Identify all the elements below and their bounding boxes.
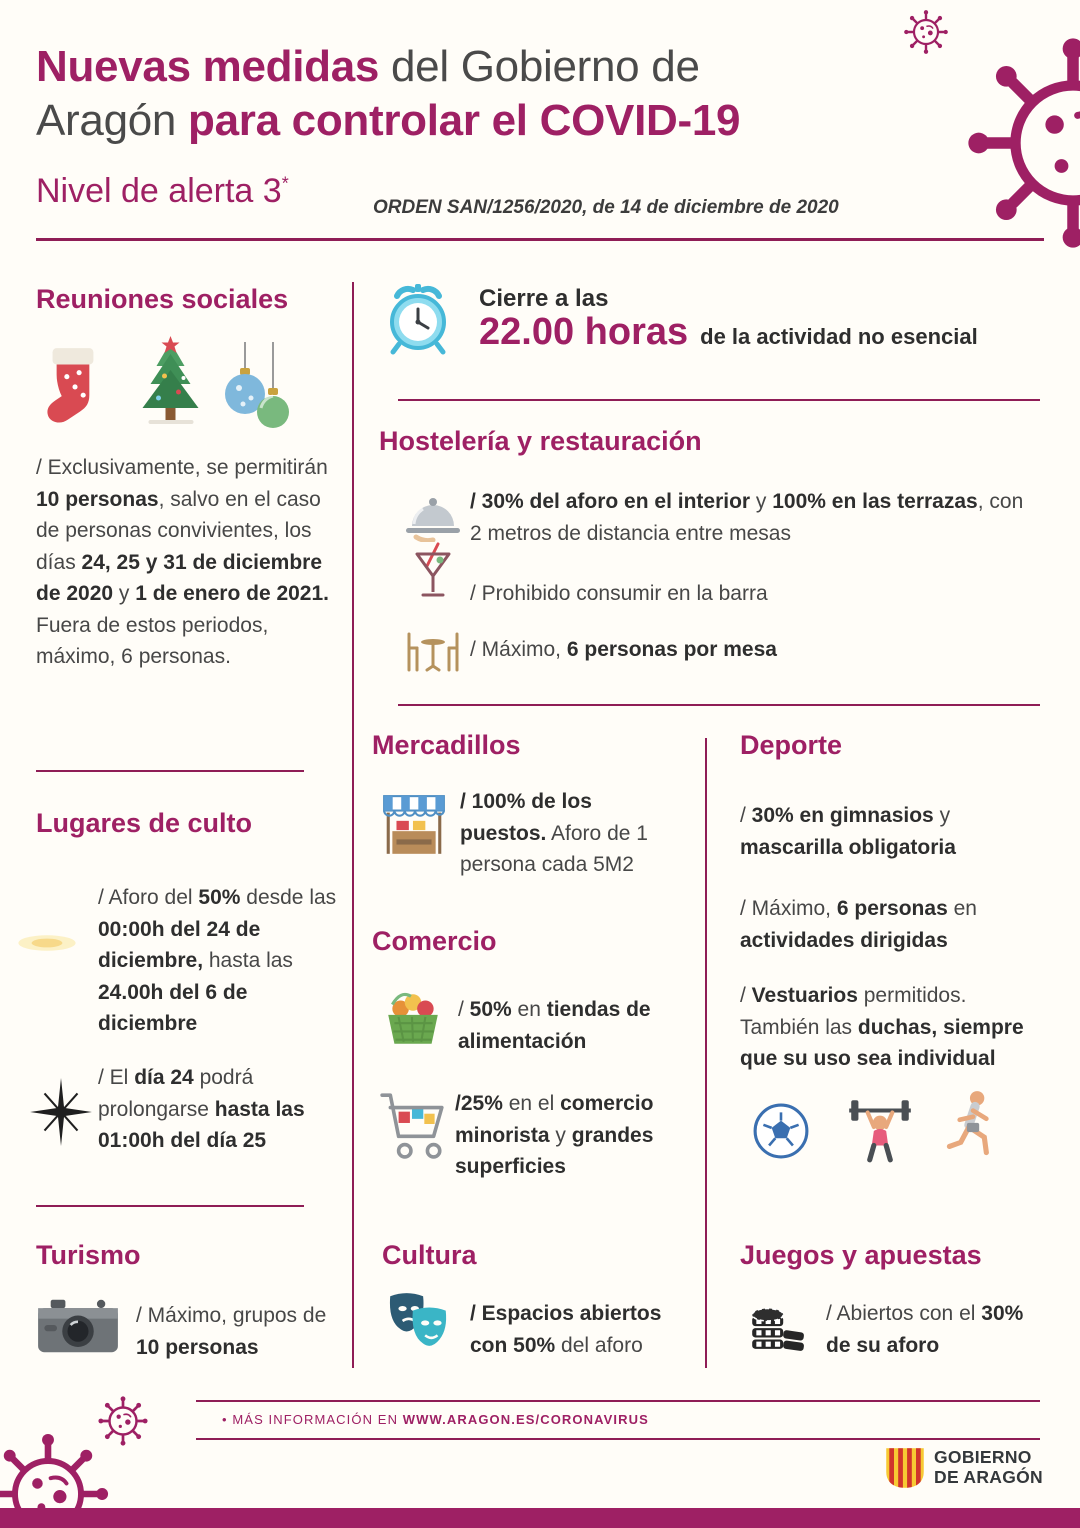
alert-level: Nivel de alerta 3* — [36, 172, 289, 210]
closing-line — [479, 311, 978, 354]
deporte-item-1: / 30% en gimnasios y mascarilla obligatoria — [740, 804, 956, 859]
virus-icon-large-top — [958, 28, 1080, 258]
cultura-body: / Espacios abiertos con 50% del aforo — [470, 1302, 662, 1357]
running-icon — [942, 1088, 1002, 1168]
section-title-hosteleria: Hostelería y restauración — [379, 426, 702, 456]
page-title-line1: Nuevas medidas del Gobierno de — [36, 42, 700, 91]
juegos-body: / Abiertos con el 30% de su aforo — [826, 1302, 1024, 1357]
culto-divider — [36, 770, 304, 772]
alarm-clock-icon — [383, 282, 453, 356]
order-reference: ORDEN SAN/1256/2020, de 14 de diciembre de 2020 — [373, 197, 839, 218]
weightlifting-icon — [843, 1092, 917, 1166]
hosteleria-item-3: / Máximo, 6 personas por mesa — [470, 638, 777, 661]
section-title-reuniones: Reuniones sociales — [36, 284, 289, 314]
sparkle-star-icon — [30, 1078, 92, 1146]
section-title-mercadillos: Mercadillos — [372, 730, 521, 760]
footer-info — [222, 1412, 649, 1427]
aragon-shield-icon — [884, 1446, 926, 1490]
section-title-turismo: Turismo — [36, 1240, 141, 1270]
culto-item-2: / El día 24 podrá prolongarse hasta las 01:00h del día 25 — [98, 1066, 305, 1152]
comercio-item-2: /25% en el comercio minorista y grandes superficies — [455, 1092, 654, 1178]
theater-masks-icon — [382, 1292, 456, 1356]
christmas-tree-icon — [128, 336, 214, 436]
table-and-chairs-icon — [402, 626, 464, 674]
bottom-color-bar — [0, 1508, 1080, 1528]
soccer-ball-icon — [752, 1102, 810, 1160]
page-title-line2: Aragón para controlar el COVID-19 — [36, 95, 741, 145]
virus-icon-small-top — [902, 8, 950, 56]
logo-line2: DE ARAGÓN — [934, 1466, 1043, 1487]
mercadillos-body: / 100% de los puestos. Aforo de 1 persona cada 5M2 — [460, 790, 648, 876]
cocktail-glass-icon — [414, 540, 452, 602]
column-divider-right — [705, 738, 707, 1368]
page-title — [36, 40, 856, 147]
gobierno-aragon-logo — [934, 1448, 1043, 1487]
section-title-juegos: Juegos y apuestas — [740, 1240, 982, 1270]
footer-info-prefix: • MÁS INFORMACIÓN EN — [222, 1412, 403, 1427]
deporte-item-2: / Máximo, 6 personas en actividades dirigidas — [740, 897, 977, 952]
camera-icon — [36, 1295, 120, 1357]
logo-line1: GOBIERNO — [934, 1447, 1032, 1467]
food-basket-icon — [382, 986, 444, 1050]
closing-intro: Cierre a las — [479, 285, 609, 312]
shopping-cart-icon — [378, 1082, 448, 1166]
closing-time: 22.00 horas — [479, 311, 689, 353]
alert-footnote-mark: * — [281, 173, 289, 194]
turismo-divider — [36, 1205, 304, 1207]
candle-glow-icon — [14, 926, 80, 960]
header-divider — [36, 238, 1044, 241]
closing-divider — [398, 399, 1040, 401]
section-title-deporte: Deporte — [740, 730, 843, 760]
reuniones-body: / Exclusivamente, se permitirán 10 personas, salvo en el caso de personas convivientes, los días 24, 25 y 31 de diciembre de 2020 y 1 de enero de 2021. Fuera de estos periodos, máximo, 6 personas. — [36, 456, 330, 668]
section-title-comercio: Comercio — [372, 926, 497, 956]
section-title-cultura: Cultura — [382, 1240, 477, 1270]
deporte-item-3: / Vestuarios permitidos. También las duchas, siempre que su uso sea individual — [740, 984, 1024, 1070]
section-title-culto: Lugares de culto — [36, 808, 253, 838]
comercio-item-1: / 50% en tiendas de alimentación — [458, 998, 651, 1053]
serving-dome-icon — [404, 492, 462, 542]
market-stall-icon — [382, 792, 446, 860]
hosteleria-divider — [398, 704, 1040, 706]
poker-chips-icon — [748, 1292, 806, 1354]
column-divider-left — [352, 282, 354, 1368]
hosteleria-item-2: / Prohibido consumir en la barra — [470, 582, 768, 605]
coronavirus-url[interactable]: WWW.ARAGON.ES/CORONAVIRUS — [402, 1412, 649, 1427]
turismo-body: / Máximo, grupos de 10 personas — [136, 1304, 327, 1359]
footer-divider-top — [196, 1400, 1040, 1402]
closing-rest: de la actividad no esencial — [700, 324, 978, 349]
hosteleria-item-1: / 30% del aforo en el interior y 100% en las terrazas, con 2 metros de distancia entre mesas — [470, 490, 1024, 545]
footer-divider-bottom — [196, 1438, 1040, 1440]
christmas-ornaments-icon — [222, 342, 294, 437]
culto-item-1: / Aforo del 50% desde las 00:00h del 24 de diciembre, hasta las 24.00h del 6 de diciembre — [98, 886, 337, 1035]
christmas-stocking-icon — [38, 342, 110, 436]
